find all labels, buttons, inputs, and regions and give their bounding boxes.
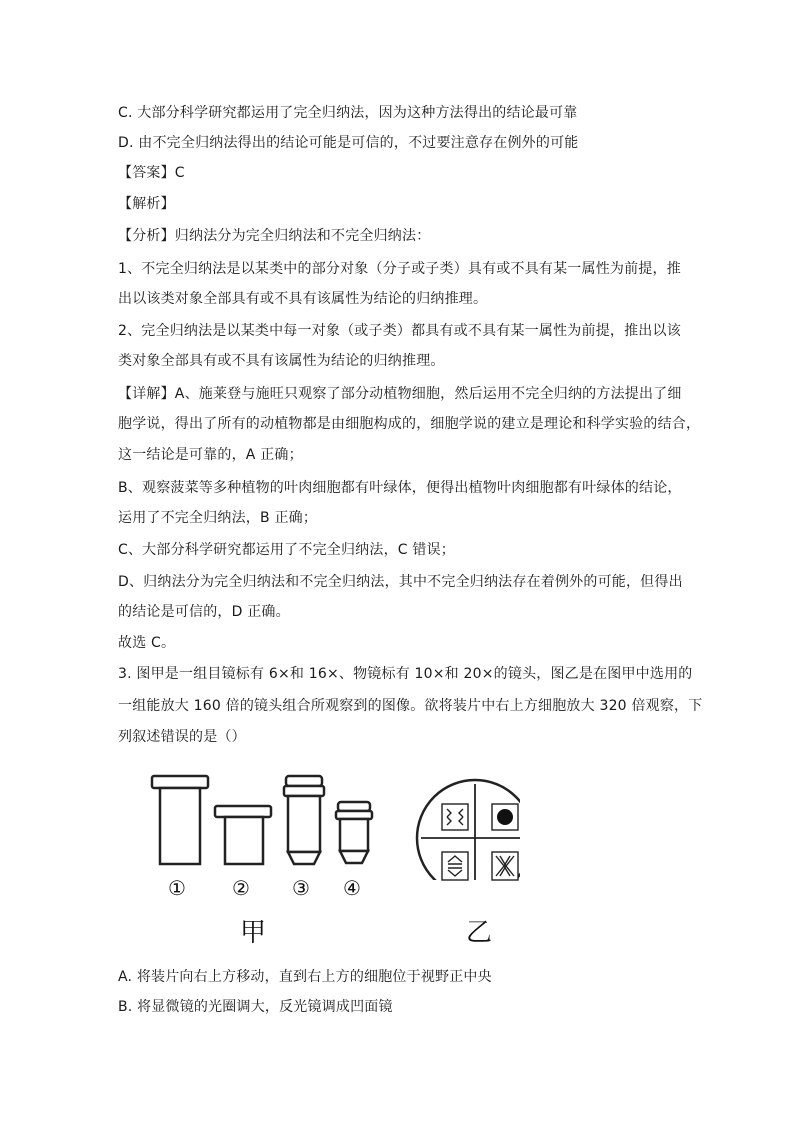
eyepiece-lens-1	[152, 776, 208, 864]
cell-bottom-right	[492, 852, 518, 880]
detail-c: C、大部分科学研究都运用了不完全归纳法，C 错误；	[118, 542, 455, 558]
objective-lens-3	[284, 776, 324, 864]
question-3-line-3: 列叙述错误的是（）	[118, 729, 246, 745]
cell-bottom-left	[442, 852, 468, 880]
analysis-point-1b: 出以该类对象全部具有或不具有该属性为结论的归纳推理。	[118, 291, 488, 307]
option-d-line: D. 由不完全归纳法得出的结论可能是可信的，不过要注意存在例外的可能	[118, 135, 579, 151]
answer-line: 【答案】C	[118, 165, 185, 181]
analysis-point-1a: 1、不完全归纳法是以某类中的部分对象（分子或子类）具有或不具有某一属性为前提，推	[118, 261, 681, 277]
lens-number-3: ③	[292, 876, 310, 900]
cell-top-right	[492, 804, 518, 830]
field-of-view-cells	[418, 784, 538, 896]
objective-lens-4	[336, 802, 372, 863]
option-b-line: B. 将显微镜的光圈调大，反光镜调成凹面镜	[118, 999, 393, 1015]
eyepiece-lens-2	[215, 806, 271, 864]
lens-number-1: ①	[168, 876, 186, 900]
figure-label-jia: 甲	[240, 918, 267, 948]
analysis-point-2b: 类对象全部具有或不具有该属性为结论的归纳推理。	[118, 353, 445, 369]
option-c-line: C. 大部分科学研究都运用了完全归纳法，因为这种方法得出的结论最可靠	[118, 105, 578, 121]
lens-number-2: ②	[232, 876, 250, 900]
detail-b-2: 运用了不完全归纳法，B 正确；	[118, 510, 318, 526]
question-3-line-1: 3. 图甲是一组目镜标有 6×和 16×、物镜标有 10×和 20×的镜头，图乙是在图甲中选用的	[118, 666, 693, 682]
detail-b-1: B、观察菠菜等多种植物的叶肉细胞都有叶绿体，便得出植物叶肉细胞都有叶绿体的结论，	[118, 480, 682, 496]
question-3-line-2: 一组能放大 160 倍的镜头组合所观察到的图像。欲将装片中右上方细胞放大 320 倍观察，下	[118, 698, 703, 714]
figure-label-yi: 乙	[466, 918, 493, 948]
detail-a-1: 【详解】A、施莱登与施旺只观察了部分动植物细胞，然后运用不完全归纳的方法提出了细	[118, 386, 682, 402]
analysis-heading: 【解析】	[118, 196, 175, 212]
cell-top-left	[442, 804, 468, 830]
analysis-intro: 【分析】归纳法分为完全归纳法和不完全归纳法：	[118, 228, 431, 244]
detail-a-3: 这一结论是可靠的，A 正确；	[118, 447, 303, 463]
analysis-point-2a: 2、完全归纳法是以某类中每一对象（或子类）都具有或不具有某一属性为前提，推出以该	[118, 323, 681, 339]
lens-number-4: ④	[343, 876, 361, 900]
detail-d-1: D、归纳法分为完全归纳法和不完全归纳法，其中不完全归纳法存在着例外的可能，但得出	[118, 574, 683, 590]
conclusion-line: 故选 C。	[118, 635, 176, 651]
detail-a-2: 胞学说，得出了所有的动植物都是由细胞构成的，细胞学说的建立是理论和科学实验的结合，	[118, 416, 701, 432]
option-a-line: A. 将装片向右上方移动，直到右上方的细胞位于视野正中央	[118, 969, 492, 985]
detail-d-2: 的结论是可信的，D 正确。	[118, 604, 290, 620]
